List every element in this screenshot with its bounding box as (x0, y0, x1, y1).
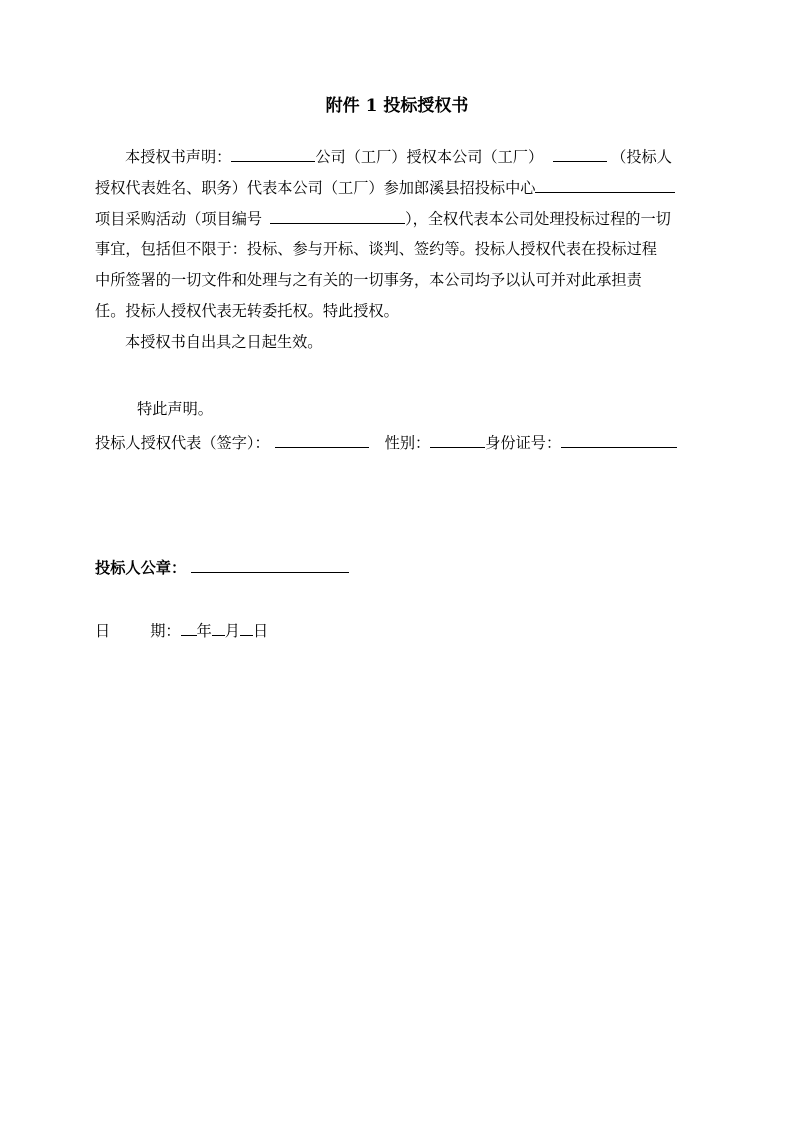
date-label-day-char: 日 (95, 622, 111, 640)
date-row (95, 620, 268, 641)
paragraph1-line6: 任。投标人授权代表无转委托权。特此授权。 (95, 302, 399, 320)
effective-statement: 本授权书自出具之日起生效。 (125, 333, 323, 351)
seal-row (95, 557, 349, 578)
paragraph1-line3 (95, 208, 671, 229)
month-blank[interactable] (212, 620, 225, 636)
full-authority-text: ），全权代表本公司处理投标过程的一切 (405, 210, 671, 228)
project-number-label: 项目采购活动（项目编号 (95, 210, 263, 228)
representative-text: 授权代表姓名、职务）代表本公司（工厂）参加郎溪县招投标中心 (95, 179, 536, 197)
year-blank[interactable] (181, 620, 197, 636)
year-label: 年 (196, 622, 212, 640)
id-number-label: 身份证号： (485, 434, 562, 452)
paragraph1-line4: 事宜，包括但不限于：投标、参与开标、谈判、签约等。投标人授权代表在投标过程 (95, 240, 657, 258)
seal-blank[interactable] (191, 557, 349, 573)
paragraph1-line5: 中所签署的一切文件和处理与之有关的一切事务，本公司均予以认可并对此承担责 (95, 271, 642, 289)
signature-row (95, 432, 677, 453)
representative-blank[interactable] (553, 146, 607, 162)
declaration-text: 特此声明。 (137, 400, 213, 418)
month-label: 月 (224, 622, 240, 640)
paragraph1-line2 (95, 177, 675, 198)
id-number-blank[interactable] (561, 432, 677, 448)
signature-blank[interactable] (275, 432, 369, 448)
representative-signature-label: 投标人授权代表（签字）： (95, 434, 270, 452)
declaration-prefix: 本授权书声明： (125, 148, 232, 166)
paragraph1-line1 (125, 146, 672, 167)
day-label: 日 (252, 622, 269, 640)
project-number-blank[interactable] (270, 208, 405, 224)
date-label-qi-char: 期： (150, 622, 181, 640)
company-name-blank[interactable] (231, 146, 315, 162)
authorization-text: 公司（工厂）授权本公司（工厂） (315, 148, 544, 166)
bidder-paren-text: （投标人 (611, 148, 672, 166)
gender-blank[interactable] (430, 432, 485, 448)
bidder-seal-label: 投标人公章： (95, 559, 187, 577)
day-blank[interactable] (240, 620, 253, 636)
project-name-blank[interactable] (535, 177, 675, 193)
document-title: 附件 1 投标授权书 (325, 96, 469, 116)
gender-label: 性别： (384, 434, 431, 452)
